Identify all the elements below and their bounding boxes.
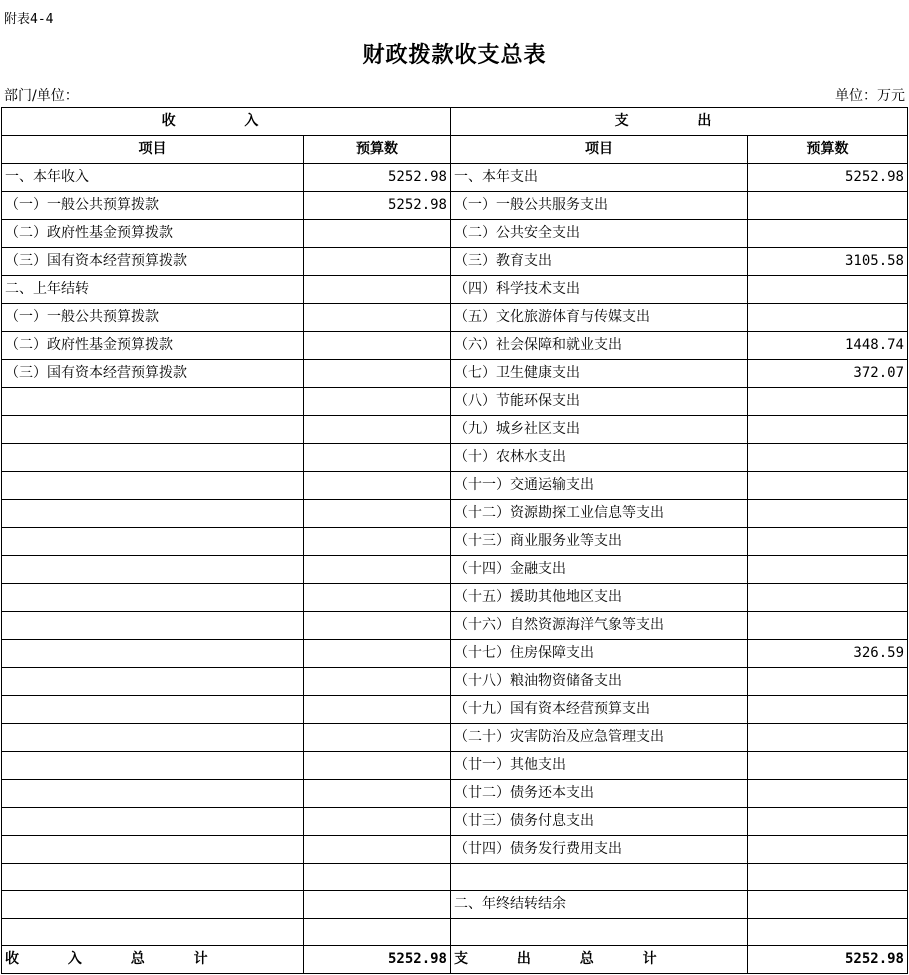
income-value-cell (304, 556, 451, 584)
income-budget-header: 预算数 (304, 136, 451, 164)
income-item-cell: （三）国有资本经营预算拨款 (2, 360, 304, 388)
income-item-cell (2, 696, 304, 724)
income-item-cell (2, 780, 304, 808)
expense-item-cell: （一）一般公共服务支出 (451, 192, 748, 220)
table-row (2, 808, 908, 836)
expense-budget-header: 预算数 (748, 136, 908, 164)
table-row (2, 836, 908, 864)
expense-value-cell (748, 836, 908, 864)
expense-item-cell: （十九）国有资本经营预算支出 (451, 696, 748, 724)
expense-value-cell (748, 696, 908, 724)
table-row (2, 220, 908, 248)
expense-value-cell: 372.07 (748, 360, 908, 388)
income-value-cell (304, 444, 451, 472)
income-item-cell (2, 891, 304, 919)
expense-value-cell: 1448.74 (748, 332, 908, 360)
income-value-cell (304, 500, 451, 528)
income-value-cell (304, 360, 451, 388)
income-item-cell: （三）国有资本经营预算拨款 (2, 248, 304, 276)
expense-value-cell (748, 891, 908, 919)
table-row (2, 696, 908, 724)
section-header-row (2, 108, 908, 136)
table-row (2, 192, 908, 220)
expense-value-cell (748, 864, 908, 891)
income-item-cell (2, 500, 304, 528)
table-row (2, 304, 908, 332)
income-item-cell (2, 584, 304, 612)
income-value-cell (304, 528, 451, 556)
income-item-cell (2, 388, 304, 416)
table-row (2, 556, 908, 584)
income-value-cell (304, 584, 451, 612)
income-item-cell (2, 864, 304, 891)
expense-value-cell (748, 528, 908, 556)
income-value-cell (304, 248, 451, 276)
table-row (2, 919, 908, 946)
income-item-cell: （二）政府性基金预算拨款 (2, 332, 304, 360)
expense-item-cell: （四）科学技术支出 (451, 276, 748, 304)
income-item-cell (2, 444, 304, 472)
expense-item-cell: （十）农林水支出 (451, 444, 748, 472)
income-value-cell (304, 696, 451, 724)
expense-item-cell: （二十）灾害防治及应急管理支出 (451, 724, 748, 752)
expense-item-cell: （六）社会保障和就业支出 (451, 332, 748, 360)
table-row (2, 640, 908, 668)
table-row (2, 528, 908, 556)
table-row (2, 164, 908, 192)
expense-value-cell (748, 276, 908, 304)
table-row (2, 332, 908, 360)
income-item-cell: 二、上年结转 (2, 276, 304, 304)
table-row (2, 724, 908, 752)
expense-value-cell (748, 472, 908, 500)
table-row (2, 248, 908, 276)
table-row (2, 891, 908, 919)
table-row (2, 472, 908, 500)
income-item-cell (2, 612, 304, 640)
income-item-cell: （二）政府性基金预算拨款 (2, 220, 304, 248)
income-value-cell (304, 220, 451, 248)
expense-item-cell: （廿一）其他支出 (451, 752, 748, 780)
expense-value-cell: 326.59 (748, 640, 908, 668)
table-row (2, 416, 908, 444)
income-item-cell (2, 836, 304, 864)
table-row (2, 612, 908, 640)
income-value-cell (304, 668, 451, 696)
table-row (2, 360, 908, 388)
income-item-cell (2, 472, 304, 500)
budget-table (1, 107, 908, 974)
expense-total-value: 5252.98 (748, 946, 908, 974)
income-value-cell (304, 891, 451, 919)
totals-row (2, 946, 908, 974)
expense-item-header: 项目 (451, 136, 748, 164)
expense-section-header: 支 出 (451, 108, 908, 136)
income-value-cell (304, 808, 451, 836)
income-item-cell: （一）一般公共预算拨款 (2, 304, 304, 332)
expense-value-cell (748, 808, 908, 836)
page-title: 财政拨款收支总表 (362, 42, 547, 68)
table-row (2, 584, 908, 612)
expense-item-cell: （十一）交通运输支出 (451, 472, 748, 500)
expense-value-cell (748, 220, 908, 248)
income-item-cell (2, 724, 304, 752)
income-value-cell (304, 836, 451, 864)
income-item-cell: 一、本年收入 (2, 164, 304, 192)
expense-item-cell: 二、年终结转结余 (451, 891, 748, 919)
expense-item-cell: 一、本年支出 (451, 164, 748, 192)
dept-label: 部门/单位： (4, 88, 79, 104)
expense-value-cell (748, 556, 908, 584)
expense-value-cell (748, 724, 908, 752)
table-row (2, 388, 908, 416)
income-value-cell: 5252.98 (304, 192, 451, 220)
income-value-cell (304, 388, 451, 416)
income-section-header: 收 入 (2, 108, 451, 136)
income-item-cell (2, 919, 304, 946)
table-row (2, 444, 908, 472)
expense-total-label: 支 出 总 计 (451, 946, 748, 974)
expense-item-cell: （五）文化旅游体育与传媒支出 (451, 304, 748, 332)
expense-item-cell: （十二）资源勘探工业信息等支出 (451, 500, 748, 528)
table-row (2, 276, 908, 304)
unit-label: 单位：万元 (835, 88, 905, 104)
table-row (2, 500, 908, 528)
expense-value-cell (748, 388, 908, 416)
income-value-cell (304, 276, 451, 304)
expense-value-cell (748, 668, 908, 696)
income-item-cell (2, 752, 304, 780)
expense-item-cell: （十四）金融支出 (451, 556, 748, 584)
expense-value-cell (748, 919, 908, 946)
expense-value-cell (748, 192, 908, 220)
income-total-value: 5252.98 (304, 946, 451, 974)
expense-item-cell: （八）节能环保支出 (451, 388, 748, 416)
expense-item-cell: （十三）商业服务业等支出 (451, 528, 748, 556)
expense-item-cell: （廿二）债务还本支出 (451, 780, 748, 808)
attachment-label: 附表4-4 (4, 12, 54, 27)
expense-item-cell: （三）教育支出 (451, 248, 748, 276)
expense-item-cell (451, 919, 748, 946)
expense-value-cell (748, 780, 908, 808)
table-row (2, 752, 908, 780)
column-header-row (2, 136, 908, 164)
expense-item-cell: （十七）住房保障支出 (451, 640, 748, 668)
expense-value-cell: 5252.98 (748, 164, 908, 192)
income-total-label: 收 入 总 计 (2, 946, 304, 974)
expense-value-cell: 3105.58 (748, 248, 908, 276)
income-value-cell (304, 752, 451, 780)
income-item-cell (2, 668, 304, 696)
income-item-cell (2, 808, 304, 836)
expense-item-cell: （七）卫生健康支出 (451, 360, 748, 388)
income-value-cell (304, 780, 451, 808)
table-row (2, 864, 908, 891)
income-item-cell (2, 416, 304, 444)
table-row (2, 668, 908, 696)
income-value-cell (304, 416, 451, 444)
expense-value-cell (748, 304, 908, 332)
expense-item-cell: （廿三）债务付息支出 (451, 808, 748, 836)
income-value-cell (304, 640, 451, 668)
expense-item-cell (451, 864, 748, 891)
income-value-cell (304, 724, 451, 752)
expense-item-cell: （九）城乡社区支出 (451, 416, 748, 444)
income-item-cell (2, 640, 304, 668)
income-value-cell (304, 472, 451, 500)
expense-value-cell (748, 584, 908, 612)
expense-item-cell: （二）公共安全支出 (451, 220, 748, 248)
expense-value-cell (748, 416, 908, 444)
expense-item-cell: （十五）援助其他地区支出 (451, 584, 748, 612)
expense-value-cell (748, 612, 908, 640)
income-value-cell: 5252.98 (304, 164, 451, 192)
income-item-cell (2, 556, 304, 584)
income-item-cell: （一）一般公共预算拨款 (2, 192, 304, 220)
expense-item-cell: （十六）自然资源海洋气象等支出 (451, 612, 748, 640)
income-value-cell (304, 864, 451, 891)
income-value-cell (304, 919, 451, 946)
income-value-cell (304, 612, 451, 640)
income-item-header: 项目 (2, 136, 304, 164)
expense-item-cell: （廿四）债务发行费用支出 (451, 836, 748, 864)
expense-value-cell (748, 500, 908, 528)
income-value-cell (304, 332, 451, 360)
income-item-cell (2, 528, 304, 556)
expense-item-cell: （十八）粮油物资储备支出 (451, 668, 748, 696)
expense-value-cell (748, 752, 908, 780)
expense-value-cell (748, 444, 908, 472)
income-value-cell (304, 304, 451, 332)
table-row (2, 780, 908, 808)
